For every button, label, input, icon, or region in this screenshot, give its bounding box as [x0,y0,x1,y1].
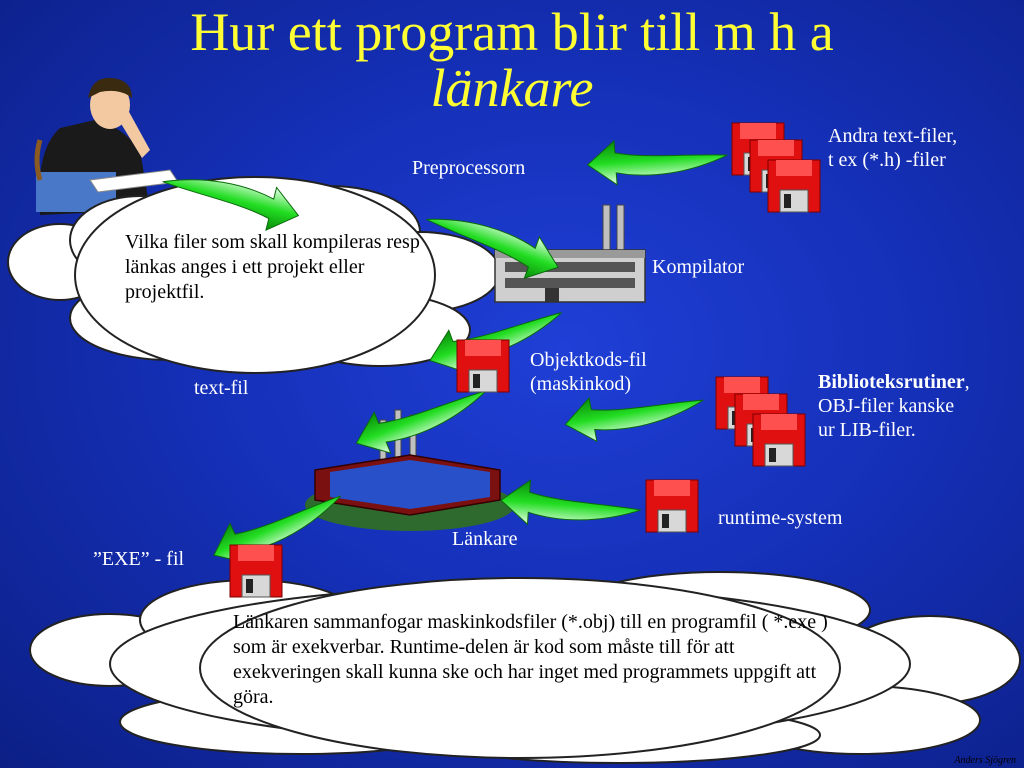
preprocessor-label: Preprocessorn [412,157,526,179]
other-files-line-1: Andra text-filer, [828,125,958,147]
object-file-line-1: Objektkods-fil [530,349,647,371]
title-line-1: Hur ett program blir till m h a [190,2,834,62]
object-file-line-2: (maskinkod) [530,373,632,395]
other-files-label [828,124,957,172]
author-signature: Anders Sjögren [954,755,1016,766]
runtime-floppy-icon [646,480,698,532]
arrow-headers-to-preprocessor [586,133,729,187]
linker-label: Länkare [452,528,518,550]
page-title [0,4,1024,116]
text-file-label: text-fil [194,377,249,399]
libraries-title: Biblioteksrutiner [818,371,965,393]
title-line-2: länkare [430,58,594,118]
runtime-label: runtime-system [718,507,843,529]
exe-label: ”EXE” - fil [93,548,185,570]
project-callout-text: Vilka filer som skall kompileras resp länkas anges i ett projekt eller projektfil. [125,231,420,303]
libraries-line-2: OBJ-filer kanske [818,395,955,417]
library-files-floppy-icon [716,377,805,466]
arrow-runtime-to-linker [500,478,643,532]
object-file-floppy-icon [457,340,509,392]
linker-callout-text: Länkaren sammanfogar maskinkodsfiler (*.obj) till en programfil ( *.exe ) som är exekverbar. Runtime-delen är kod som måste till för att exekveringen skall kunna ske och har inget med programmets uppgift att göra. [233,611,828,708]
libraries-comma: , [964,371,970,393]
exe-file-floppy-icon [230,545,282,597]
other-files-line-2: t ex (*.h) -filer [828,149,946,171]
libraries-line-3: ur LIB-filer. [818,419,916,441]
libraries-label [818,370,970,442]
header-files-floppy-icon [732,123,820,212]
compiler-label: Kompilator [652,256,745,278]
object-file-label [530,348,647,396]
